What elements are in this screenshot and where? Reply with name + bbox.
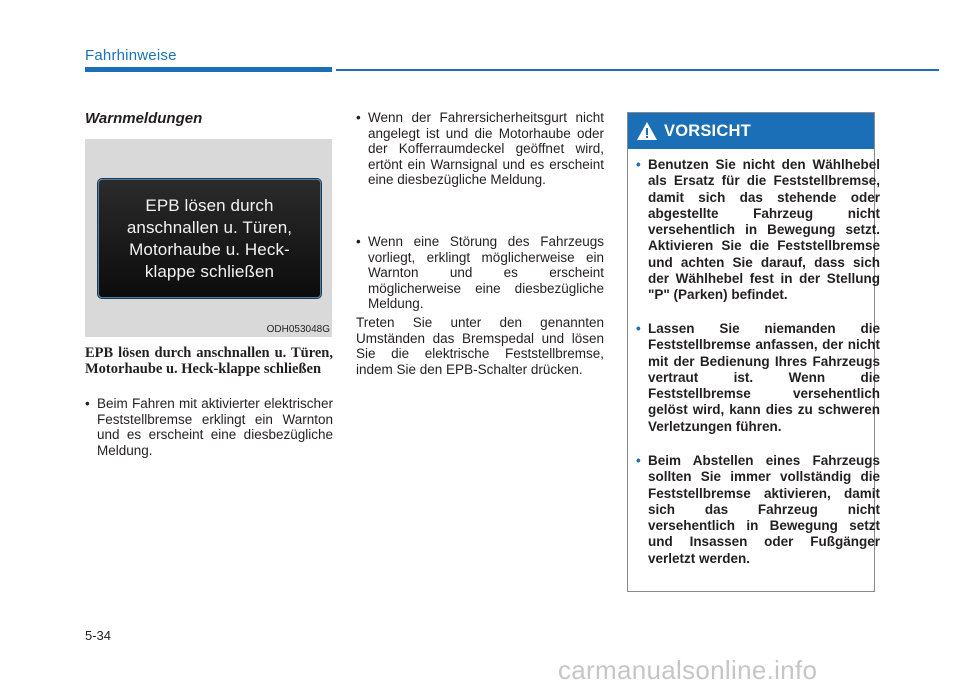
list-item-text: Beim Fahren mit aktivierter elektrischer Feststellbremse erklingt ein Warnton und es erscheint eine diesbezügliche Meldung. xyxy=(97,396,333,458)
display-line: Motorhaube u. Heck- xyxy=(129,239,290,259)
cluster-display xyxy=(98,179,321,298)
bullet-dot: • xyxy=(636,453,641,468)
caution-item-text: Lassen Sie niemanden die Feststellbremse anfassen, der nicht mit der Bedienung Ihres Fahrzeugs vertraut ist. Wenn die Feststellbremse versehentlich gelöst wird, kann dies zu schweren Verletzungen führen. xyxy=(648,321,880,434)
caution-item xyxy=(636,157,880,304)
display-line: EPB lösen durch xyxy=(145,195,274,215)
bullet-dot: • xyxy=(636,157,641,172)
bullet-dot: • xyxy=(356,234,361,249)
list-item xyxy=(85,396,333,458)
header-rule-thick xyxy=(85,67,332,72)
warning-triangle-icon xyxy=(636,121,658,141)
caution-item-text: Benutzen Sie nicht den Wählhebel als Ersatz für die Feststellbremse, damit sich das stehende oder abgestellte Fahrzeug nicht versehentlich in Bewegung setzt. Aktivieren Sie die Feststellbremse und achten Sie darauf, dass sich der Wählhebel fest in der Stellung "P" (Parken) befindet. xyxy=(648,157,880,303)
list-item xyxy=(356,234,604,312)
list-item xyxy=(356,110,604,188)
display-line: anschnallen u. Türen, xyxy=(126,217,293,237)
caution-item xyxy=(636,453,880,567)
watermark: carmanualsonline.info xyxy=(558,655,818,685)
instruction-paragraph: Treten Sie unter den genannten Umständen das Bremspedal und lösen Sie die elektrische Feststellbremse, indem Sie den EPB-Schalter drücken. xyxy=(356,315,604,377)
caution-item xyxy=(636,321,880,435)
caution-title: VORSICHT xyxy=(664,121,751,140)
bullet-dot: • xyxy=(356,110,361,125)
caution-header xyxy=(628,113,874,149)
display-message xyxy=(127,195,292,283)
caution-item-text: Beim Abstellen eines Fahrzeugs sollten Sie immer vollständig die Feststellbremse aktivieren, damit sich das Fahrzeug nicht versehentlich in Bewegung setzt und Insassen oder Fußgänger verletzt werden. xyxy=(648,453,880,566)
header-rule-thin xyxy=(336,69,939,71)
bullet-dot: • xyxy=(636,321,641,336)
list-item-text: Wenn der Fahrersicherheitsgurt nicht angelegt ist und die Motorhaube oder der Kofferraumdeckel geöffnet wird, ertönt ein Warnsignal und es erscheint eine diesbezügliche Meldung. xyxy=(368,110,604,187)
list-item-text: Wenn eine Störung des Fahrzeugs vorliegt, erklingt möglicherweise ein Warnton und es erscheint möglicherweise eine diesbezügliche Meldung. xyxy=(368,234,604,311)
section-heading: Warnmeldungen xyxy=(85,110,203,127)
page-number: 5-34 xyxy=(85,628,112,643)
section-header-title: Fahrhinweise xyxy=(85,47,177,64)
figure-code: ODH053048G xyxy=(266,324,330,335)
display-line: klappe schließen xyxy=(144,261,275,281)
bullet-dot: • xyxy=(85,396,90,411)
cluster-message-figure xyxy=(85,139,332,337)
message-heading: EPB lösen durch anschnallen u. Türen, Motorhaube u. Heck-klappe schließen xyxy=(85,345,333,377)
caution-box xyxy=(627,112,880,592)
